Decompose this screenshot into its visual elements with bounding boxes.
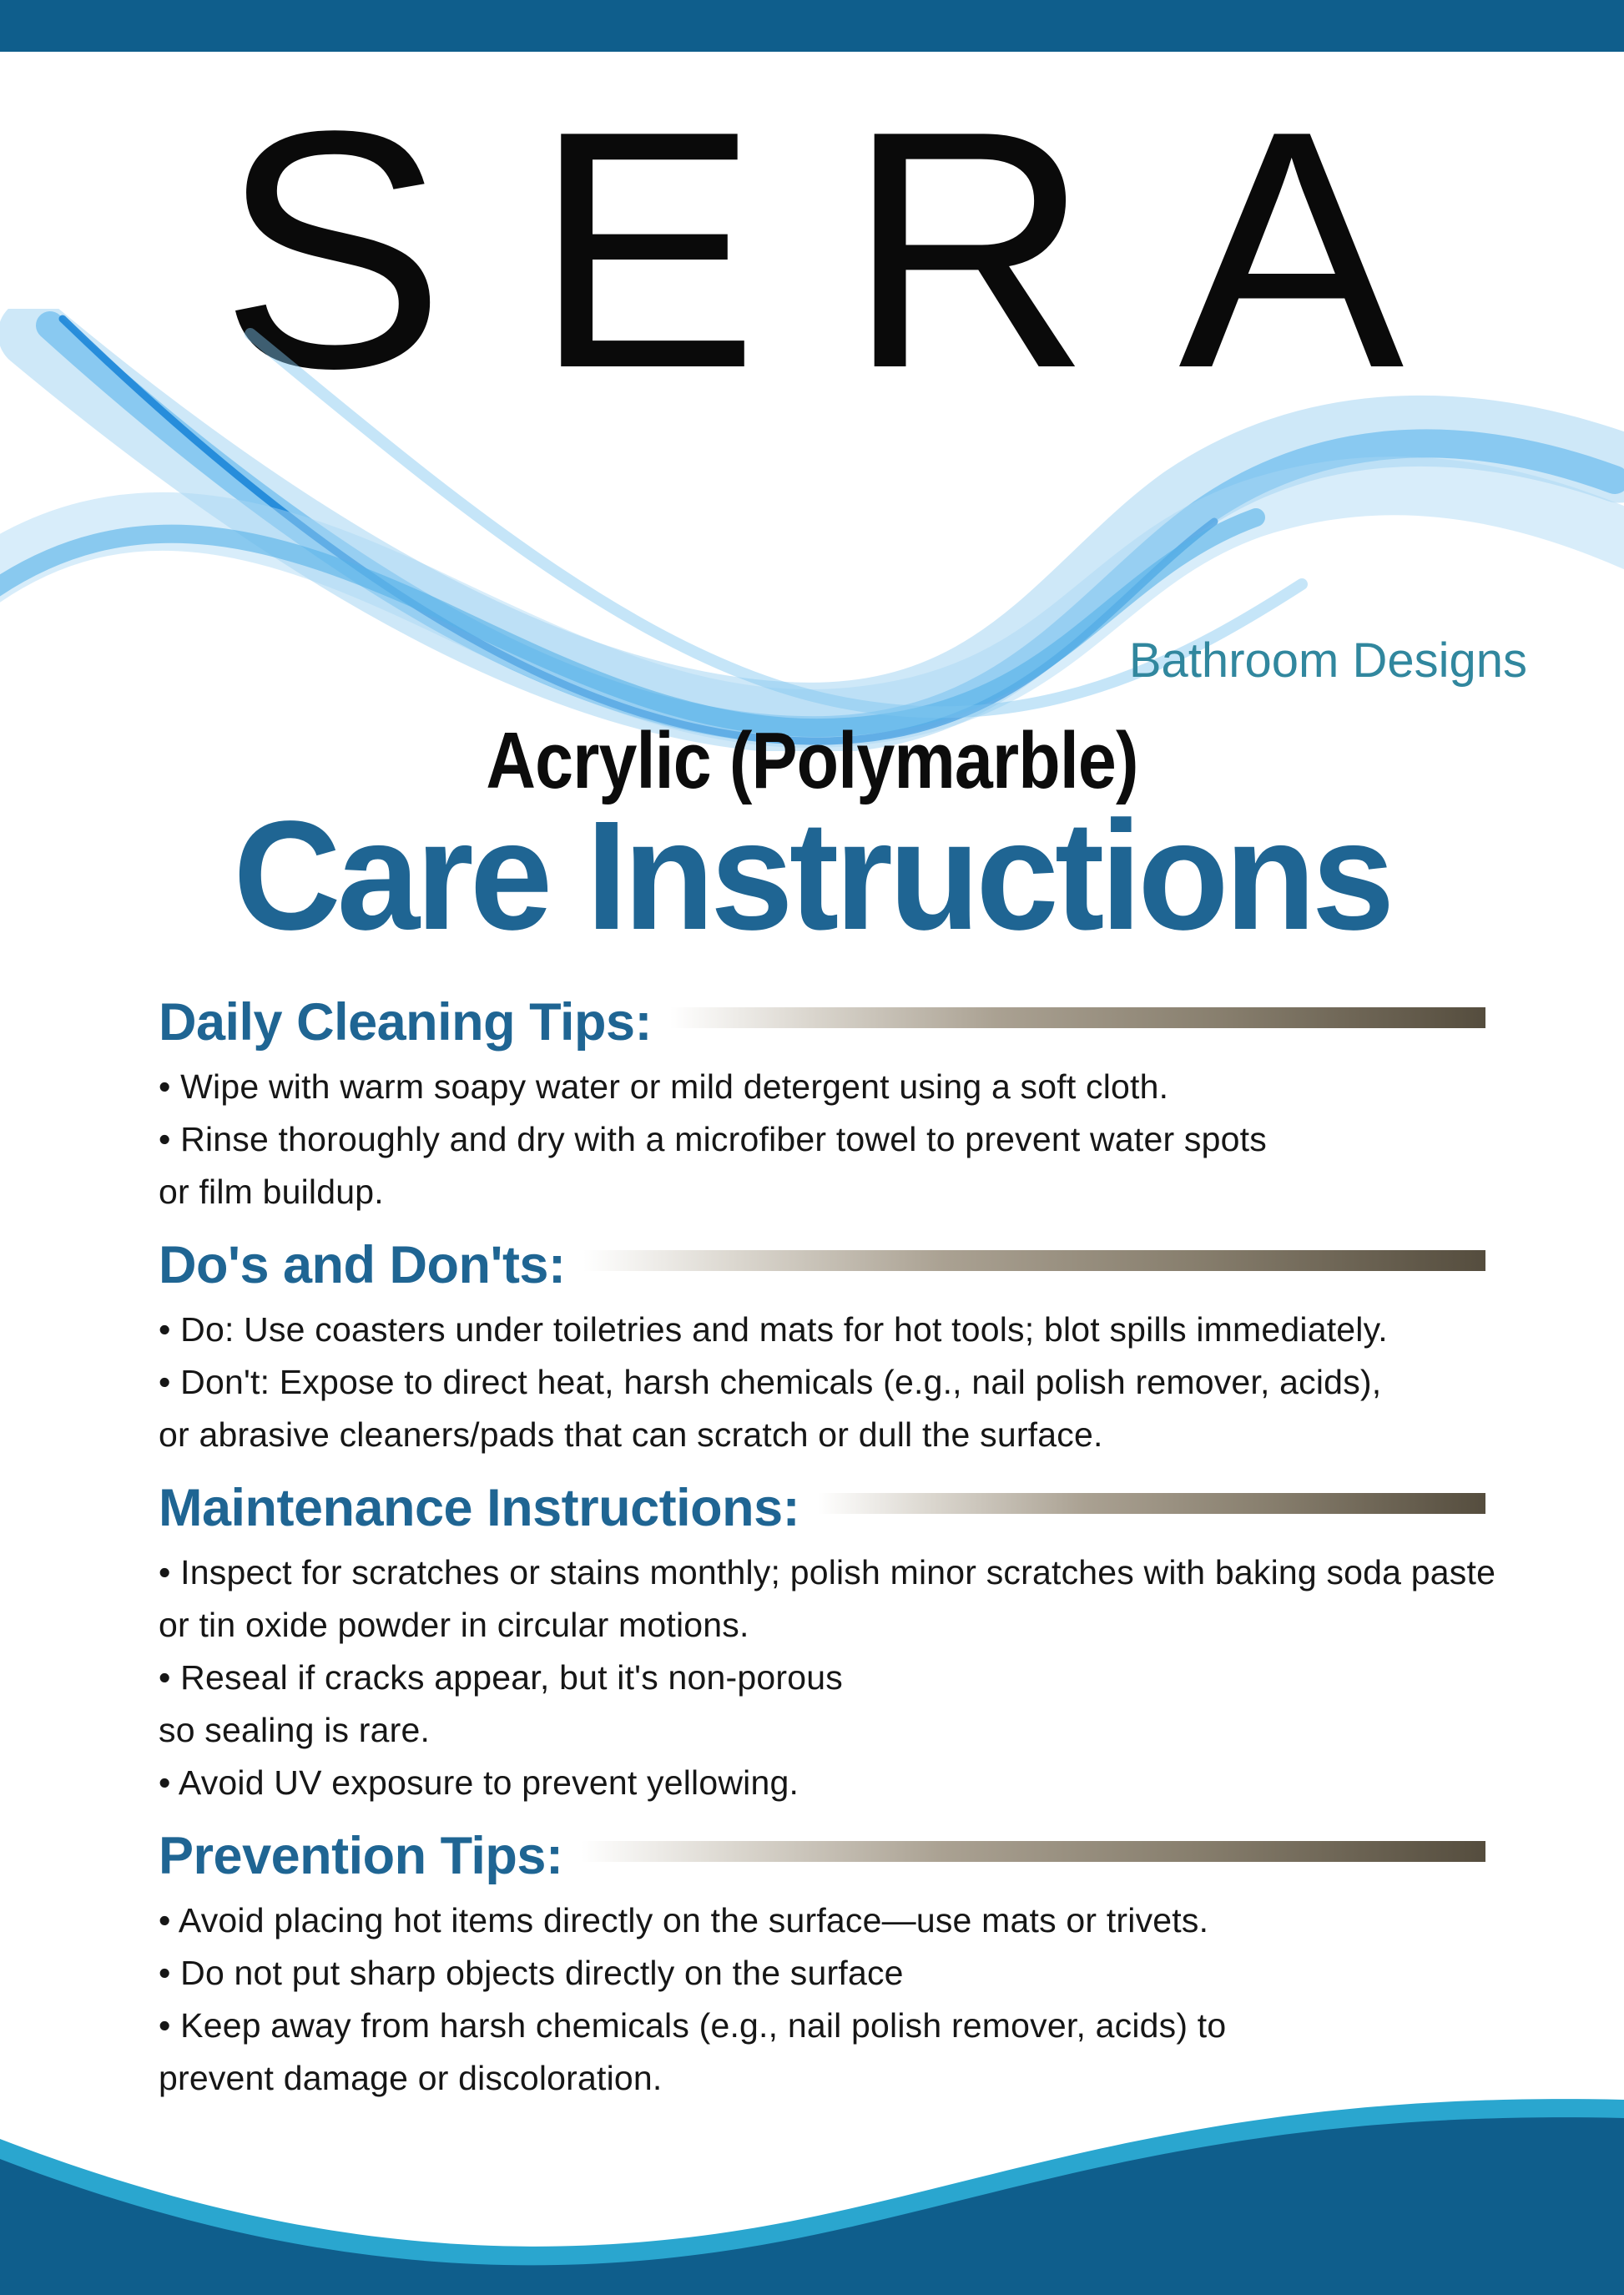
bullet-line: • Inspect for scratches or stains monthly; polish minor scratches with baking soda paste	[159, 1553, 1496, 1591]
footer-wave-dark-fill	[0, 2117, 1624, 2295]
bullet-line-continuation: or film buildup.	[159, 1173, 384, 1211]
heading-rule	[818, 1493, 1485, 1514]
bullet-line: • Wipe with warm soapy water or mild detergent using a soft cloth.	[159, 1067, 1169, 1106]
section-dos-and-donts	[159, 1232, 1619, 1461]
care-sections	[159, 989, 1619, 2118]
bullet-line-continuation: so sealing is rare.	[159, 1711, 431, 1749]
heading-rule	[670, 1007, 1485, 1028]
section-header	[159, 1232, 1619, 1299]
section-heading: Prevention Tips:	[159, 1827, 563, 1885]
bullet-list	[159, 1546, 1619, 1809]
section-daily-cleaning-tips	[159, 989, 1619, 1218]
bullet-line: • Avoid placing hot items directly on the surface—use mats or trivets.	[159, 1901, 1209, 1939]
subtitle: Acrylic (Polymarble)	[486, 716, 1138, 805]
section-maintenance-instructions	[159, 1475, 1619, 1809]
bullet-line-continuation: prevent damage or discoloration.	[159, 2059, 663, 2097]
bullet-line: • Reseal if cracks appear, but it's non-porous	[159, 1658, 843, 1697]
section-header	[159, 989, 1619, 1056]
bullet-list	[159, 1061, 1619, 1218]
bullet-line-continuation: or abrasive cleaners/pads that can scratch or dull the surface.	[159, 1415, 1103, 1454]
top-bar	[0, 0, 1624, 52]
bullet-line-continuation: or tin oxide powder in circular motions.	[159, 1606, 749, 1644]
heading-rule	[581, 1841, 1485, 1862]
section-header	[159, 1823, 1619, 1889]
section-header	[159, 1475, 1619, 1541]
footer-wave-graphic	[0, 2053, 1624, 2295]
heading-rule	[583, 1250, 1485, 1271]
bullet-list	[159, 1304, 1619, 1461]
bullet-line: • Don't: Expose to direct heat, harsh chemicals (e.g., nail polish remover, acids),	[159, 1363, 1382, 1401]
bullet-line: • Rinse thoroughly and dry with a microfiber towel to prevent water spots	[159, 1120, 1267, 1158]
section-heading: Maintenance Instructions:	[159, 1479, 800, 1537]
section-heading: Do's and Don'ts:	[159, 1236, 566, 1294]
bullet-line: • Avoid UV exposure to prevent yellowing.	[159, 1763, 799, 1802]
page-title: Care Instructions	[233, 789, 1391, 962]
bullet-line: • Do not put sharp objects directly on the surface	[159, 1954, 904, 1992]
tagline: Bathroom Designs	[1128, 633, 1527, 688]
section-heading: Daily Cleaning Tips:	[159, 993, 652, 1052]
brand-text: SERA	[219, 60, 1492, 438]
bullet-line: • Keep away from harsh chemicals (e.g., nail polish remover, acids) to	[159, 2006, 1227, 2045]
bullet-line: • Do: Use coasters under toiletries and mats for hot tools; blot spills immediately.	[159, 1310, 1388, 1349]
